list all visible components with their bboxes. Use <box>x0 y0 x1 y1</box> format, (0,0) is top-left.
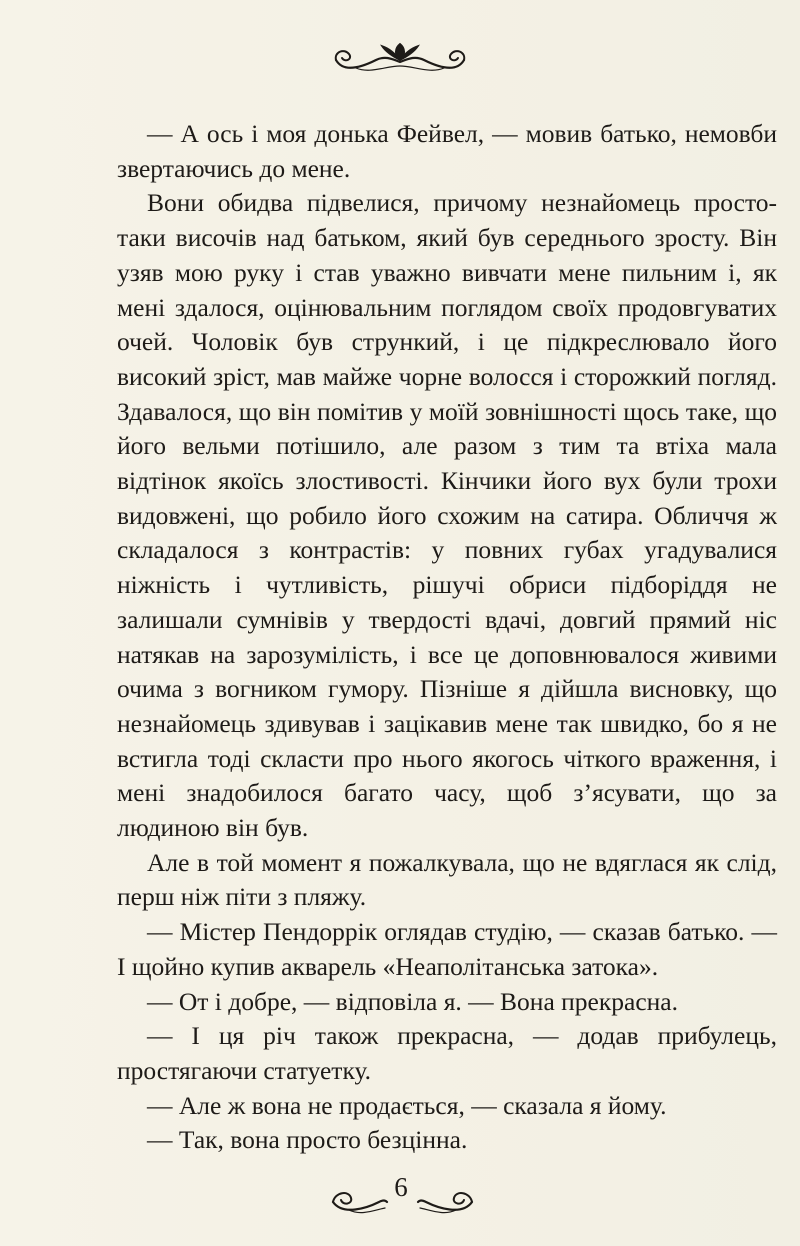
paragraph: — Містер Пендоррік оглядав студію, — сказав батько. — І щойно купив акварель «Неаполітанська затока». <box>117 917 777 981</box>
ornament-flourish-top-icon <box>330 30 470 78</box>
paragraph: Вони обидва підвелися, причому незнайомець просто-таки височів над батьком, який був середнього зросту. Він узяв мою руку і став уважно вивчати мене пильним і, як мені здалося, оцінювальним поглядом своїх продовгуватих очей. Чоловік був стрункий, і це підкреслювало його високий зріст, мав майже чорне волосся і сторожкий погляд. Здавалося, що він помітив у моїй зовнішності щось таке, що його вельми потішило, але разом з тим та втіха мала відтінок якоїсь злостивості. Кінчики його вух були трохи видовжені, що робило його схожим на сатира. Обличчя ж складалося з контрастів: у повних губах угадувалися ніжність і чутливість, рішучі обриси підборіддя не залишали сумнівів у твердості вдачі, довгий прямий ніс натякав на зарозумілість, і все це доповнювалося живими очима з вогником гумору. Пізніше я дійшла висновку, що незнайомець здивував і зацікавив мене так швидко, бо я не встигла тоді скласти про нього якогось чіткого враження, і мені знадобилося багато часу, щоб з’ясувати, що за людиною він був. <box>117 188 777 843</box>
paragraph: Але в той момент я пожалкувала, що не вдяглася як слід, перш ніж піти з пляжу. <box>117 847 777 912</box>
paragraph: — А ось і моя донька Фейвел, — мовив батько, немовби звертаючись до мене. <box>117 119 777 183</box>
paragraph: — Але ж вона не продається, — сказала я йому. <box>147 1090 667 1120</box>
page-number: 6 <box>394 1172 408 1202</box>
paragraph: — Так, вона просто безцінна. <box>147 1125 468 1155</box>
paragraph: — І ця річ також прекрасна, — додав прибулець, простягаючи статуетку. <box>117 1021 777 1085</box>
body-text <box>117 117 777 1158</box>
paragraph: — От і добре, — відповіла я. — Вона прекрасна. <box>147 986 678 1016</box>
